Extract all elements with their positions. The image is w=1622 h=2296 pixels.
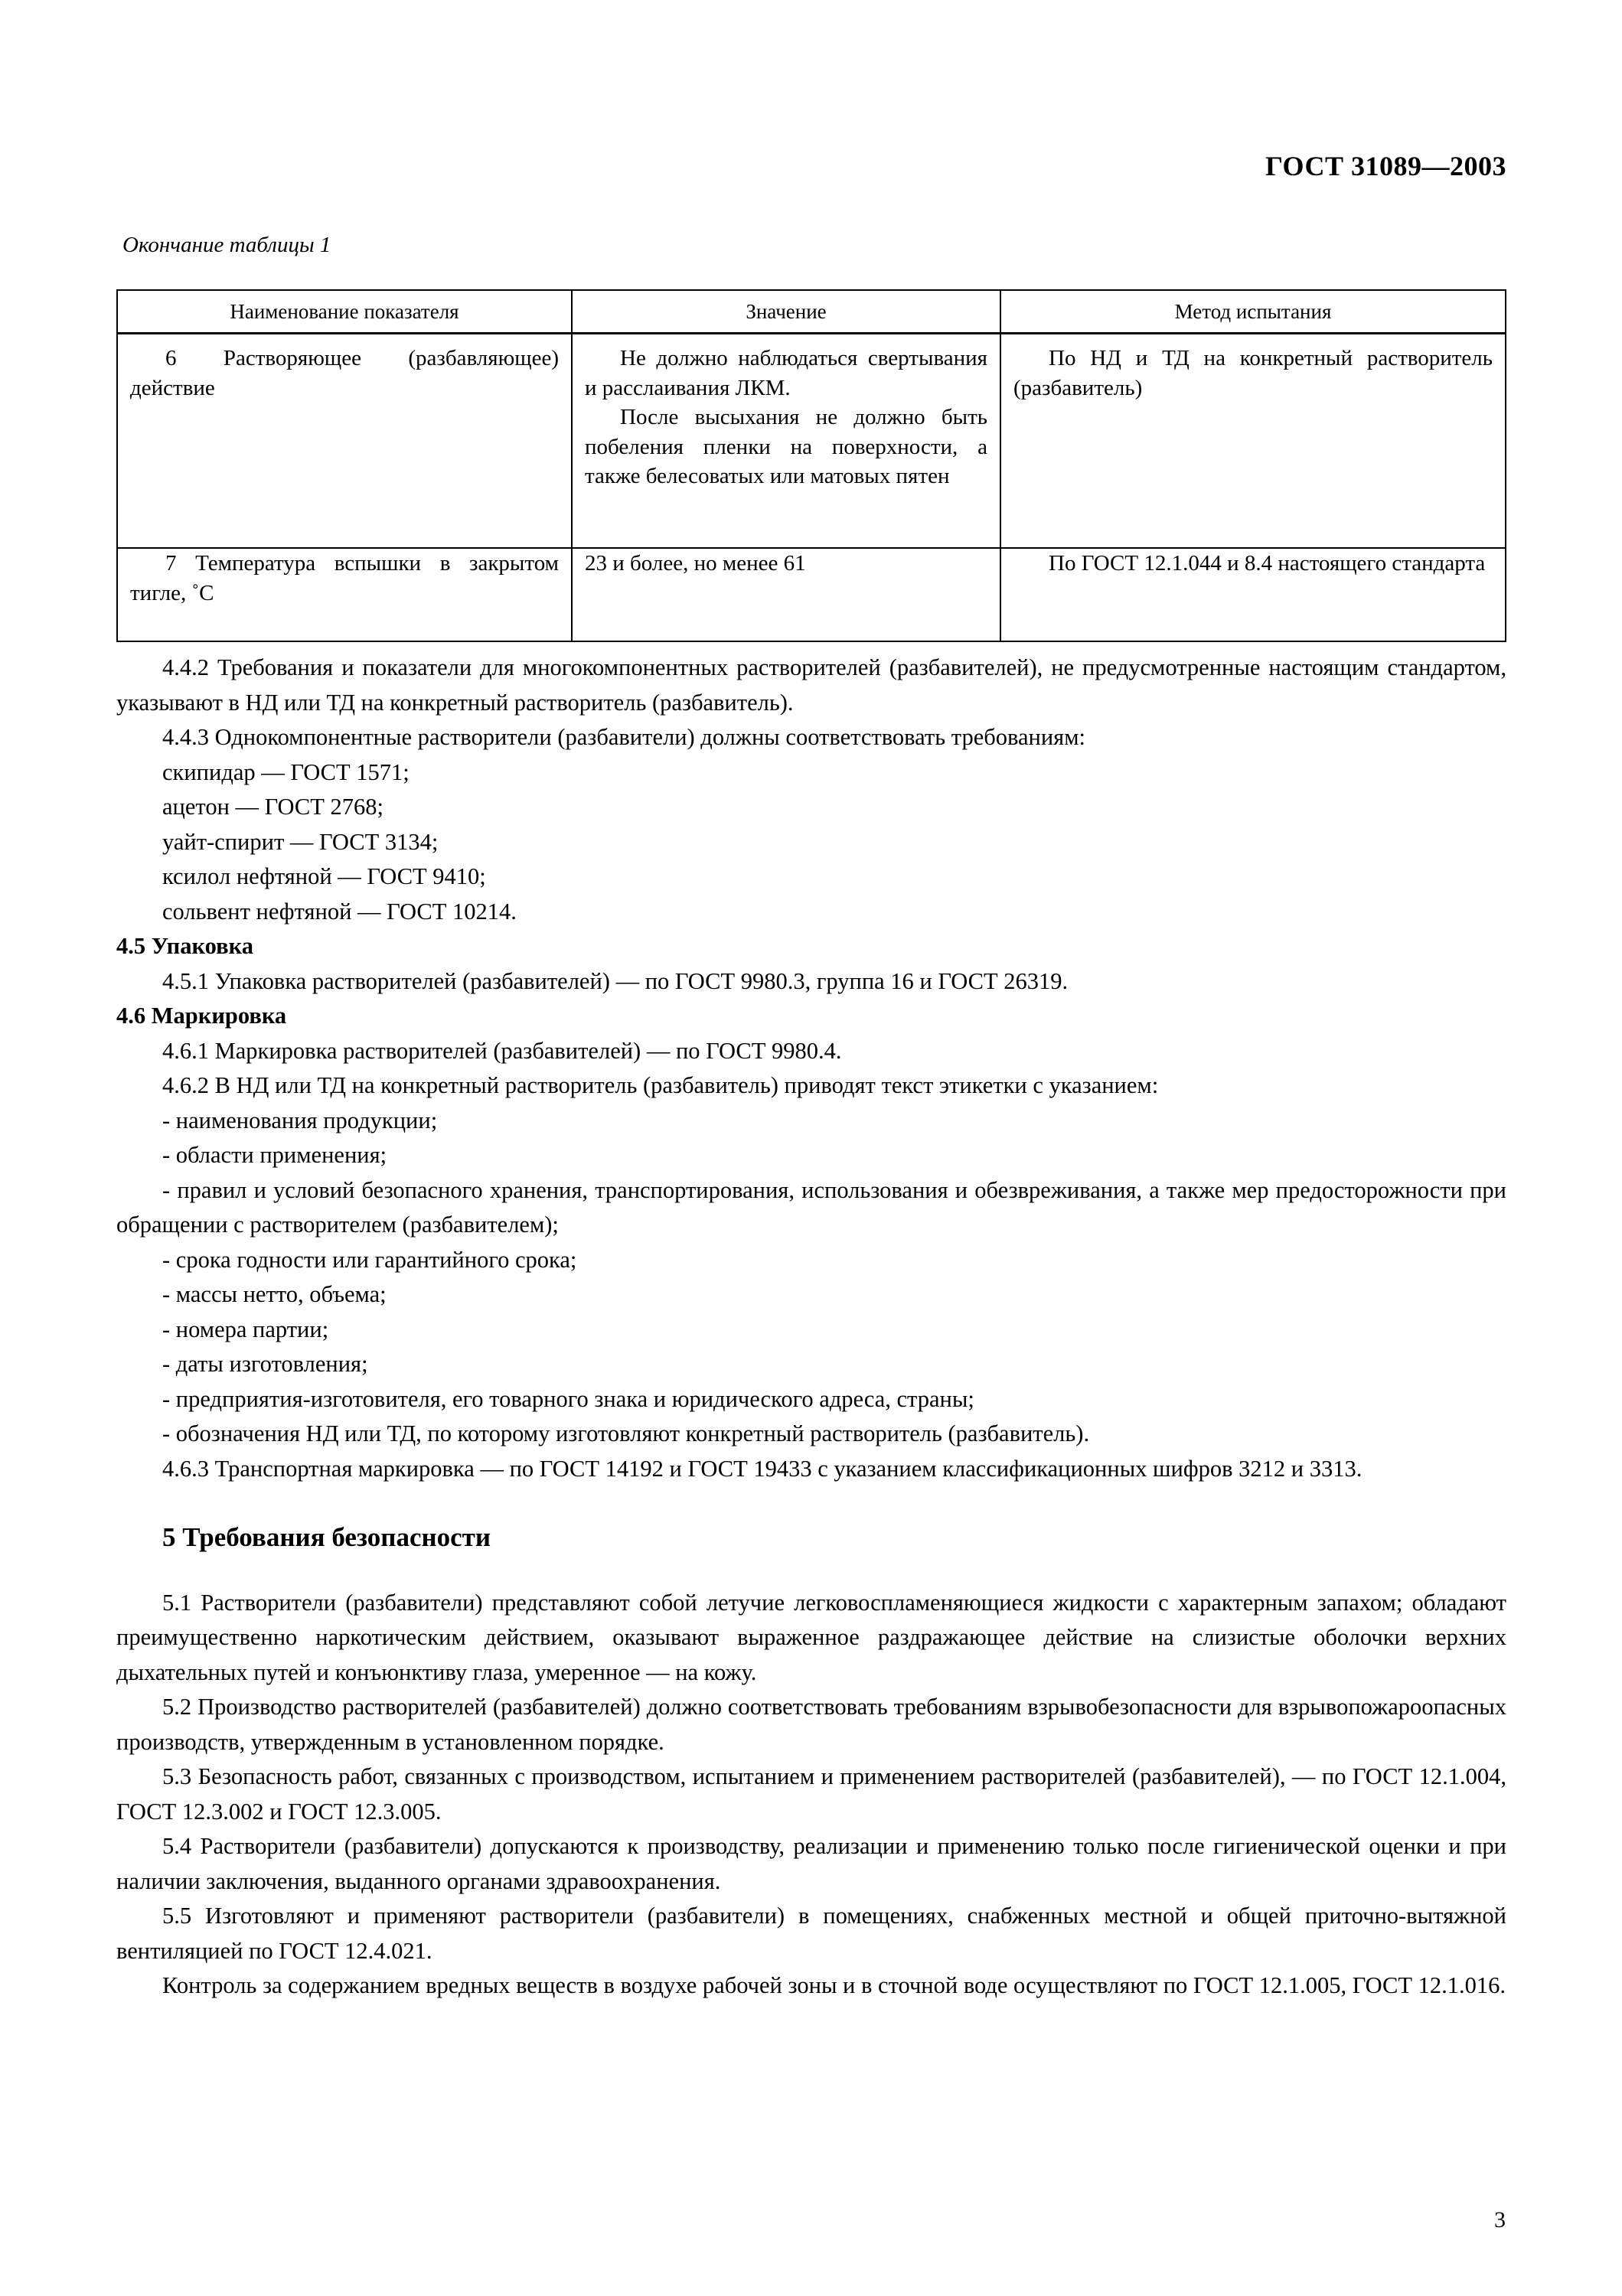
body-text-block [116, 651, 1506, 2004]
solvent-list-item-acetone: ацетон — ГОСТ 2768; [162, 794, 383, 820]
label-item-manufacturer: - предприятия-изготовителя, его товарного знака и юридического адреса, страны; [162, 1385, 974, 1412]
indicator-method-7-text: По ГОСТ 12.1.044 и 8.4 настоящего стандарта [1049, 551, 1486, 576]
indicator-method-6-text: По НД и ТД на конкретный растворитель (разбавитель) [1013, 346, 1493, 400]
indicator-value-6-para-2: После высыхания не должно быть побеления пленки на поверхности, а также белесоватых или матовых пятен [585, 405, 987, 489]
label-item-application-area: - области применения; [162, 1142, 387, 1168]
paragraph-5-control: Контроль за содержанием вредных веществ в воздухе рабочей зоны и в сточной воде осуществляют по ГОСТ 12.1.005, ГОСТ 12.1.016. [162, 1972, 1506, 1998]
specification-table [116, 289, 1506, 642]
column-header-value: Значение [572, 290, 1000, 334]
label-item-manufacture-date: - даты изготовления; [162, 1351, 368, 1377]
paragraph-5-2: 5.2 Производство растворителей (разбавителей) должно соответствовать требованиям взрывобезопасности для взрывопожароопасных производств, утвержденным в установленном порядке. [116, 1694, 1506, 1755]
paragraph-4-6-2: 4.6.2 В НД или ТД на конкретный растворитель (разбавитель) приводят текст этикетки с указанием: [162, 1072, 1159, 1098]
section-spacer-top [116, 1486, 1506, 1520]
indicator-value-6-para-1: Не должно наблюдаться свертывания и расслаивания ЛКМ. [585, 346, 987, 400]
solvent-list-item-white-spirit: уайт-спирит — ГОСТ 3134; [162, 828, 439, 855]
table-caption: Окончание таблицы 1 [122, 233, 331, 257]
label-item-safe-storage-rules: - правил и условий безопасного хранения, транспортирования, использования и обезвреживания, а также мер предосторожности при обращении с растворителем (разбавителем); [116, 1176, 1506, 1238]
solvent-list-item-xylene: ксилол нефтяной — ГОСТ 9410; [162, 863, 486, 889]
paragraph-4-6-3: 4.6.3 Транспортная маркировка — по ГОСТ 14192 и ГОСТ 19433 с указанием классификационных шифров 3212 и 3313. [162, 1455, 1363, 1482]
table-row [117, 548, 1506, 641]
cell-indicator-method-6 [1000, 334, 1506, 549]
solvent-list-item-turpentine: скипидар — ГОСТ 1571; [162, 758, 410, 785]
column-header-name: Наименование показателя [117, 290, 572, 334]
paragraph-5-3: 5.3 Безопасность работ, связанных с производством, испытанием и применением растворителей (разбавителей), — по ГОСТ 12.1.004, ГОСТ 12.3.002 и ГОСТ 12.3.005. [116, 1763, 1506, 1825]
page-number: 3 [1494, 2207, 1506, 2232]
indicator-value-7-text: 23 и более, но менее 61 [585, 551, 806, 576]
label-item-shelf-life: - срока годности или гарантийного срока; [162, 1246, 577, 1273]
standard-number-header: ГОСТ 31089—2003 [1265, 151, 1506, 181]
cell-indicator-name-6 [117, 334, 572, 549]
cell-indicator-value-7 [572, 548, 1000, 641]
paragraph-5-1: 5.1 Растворители (разбавители) представляют собой летучие легковоспламеняющиеся жидкости с характерным запахом; обладают преимущественно наркотическим действием, оказывают выраженное раздражающее действие на слизистые оболочки верхних дыхательных путей и конъюнктиву глаза, умеренное — на кожу. [116, 1589, 1506, 1685]
label-item-nd-td-designation: - обозначения НД или ТД, по которому изготовляют конкретный растворитель (разбавитель). [162, 1420, 1090, 1446]
indicator-name-7-text: 7 Температура вспышки в закрытом тигле, ˚С [130, 551, 559, 605]
paragraph-4-5-1: 4.5.1 Упаковка растворителей (разбавителей) — по ГОСТ 9980.3, группа 16 и ГОСТ 26319. [162, 967, 1069, 994]
label-item-batch-number: - номера партии; [162, 1316, 329, 1342]
indicator-name-6-text: 6 Растворяющее (разбавляющее) действие [130, 346, 559, 400]
solvent-list-item-solvent-naphtha: сольвент нефтяной — ГОСТ 10214. [162, 898, 517, 925]
paragraph-4-4-2: 4.4.2 Требования и показатели для многокомпонентных растворителей (разбавителей), не предусмотренные настоящим стандартом, указывают в НД или ТД на конкретный растворитель (разбавитель). [116, 654, 1506, 716]
label-item-net-mass-volume: - массы нетто, объема; [162, 1281, 387, 1307]
cell-indicator-value-6 [572, 334, 1000, 549]
paragraph-5-4: 5.4 Растворители (разбавители) допускаются к производству, реализации и применению только после гигиенической оценки и при наличии заключения, выданного органами здравоохранения. [116, 1833, 1506, 1894]
section-spacer-bottom [116, 1555, 1506, 1586]
cell-indicator-name-7 [117, 548, 572, 641]
heading-4-5-packaging: 4.5 Упаковка [116, 933, 253, 959]
paragraph-4-4-3: 4.4.3 Однокомпонентные растворители (разбавители) должны соответствовать требованиям: [162, 724, 1085, 750]
heading-5-safety-requirements: 5 Требования безопасности [162, 1522, 491, 1552]
cell-indicator-method-7 [1000, 548, 1506, 641]
table-row [117, 334, 1506, 549]
heading-4-6-marking: 4.6 Маркировка [116, 1003, 287, 1029]
label-item-product-name: - наименования продукции; [162, 1107, 438, 1133]
column-header-method: Метод испытания [1000, 290, 1506, 334]
table-header-row [117, 290, 1506, 334]
paragraph-5-5: 5.5 Изготовляют и применяют растворители (разбавители) в помещениях, снабженных местной и общей приточно-вытяжной вентиляцией по ГОСТ 12.4.021. [116, 1903, 1506, 1964]
paragraph-4-6-1: 4.6.1 Маркировка растворителей (разбавителей) — по ГОСТ 9980.4. [162, 1037, 842, 1064]
